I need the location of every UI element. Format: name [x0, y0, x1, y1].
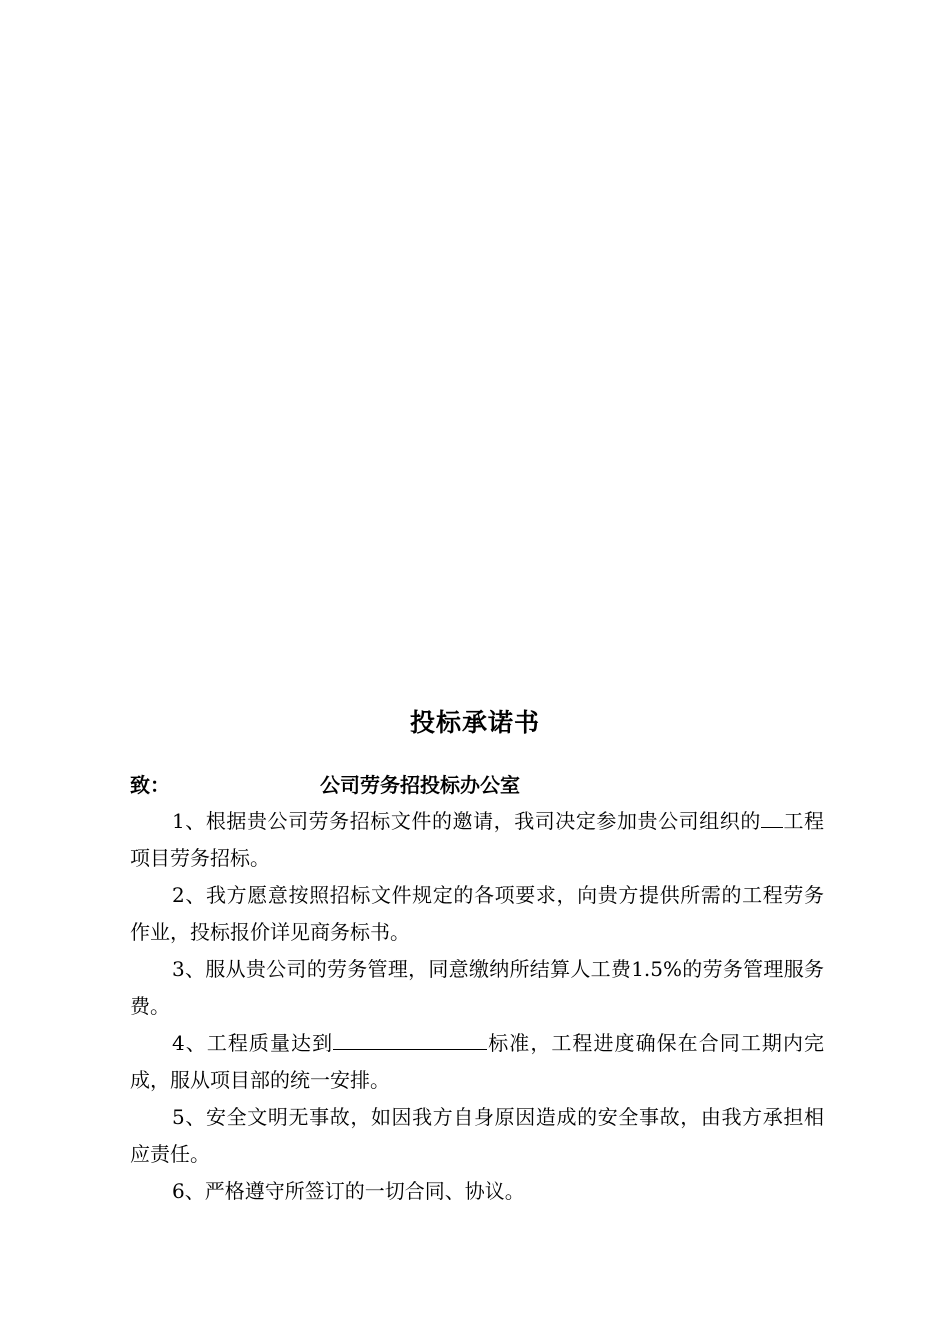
addressee-line — [130, 768, 830, 802]
document-title: 投标承诺书 — [409, 708, 540, 737]
commitment-item-6: 6、严格遵守所签订的一切合同、协议。 — [172, 1179, 525, 1203]
commitment-body — [130, 803, 824, 1210]
commitment-item-5: 5、安全文明无事故，如因我方自身原因造成的安全事故，由我方承担相应责任。 — [130, 1105, 824, 1166]
quality-standard-blank — [333, 1027, 487, 1050]
item-1-text-before: 1、根据贵公司劳务招标文件的邀请，我司决定参加贵公司组织的 — [172, 809, 761, 833]
commitment-item-4 — [130, 1025, 824, 1099]
commitment-item-1 — [130, 803, 824, 877]
addressee-office: 公司劳务招投标办公室 — [320, 773, 520, 797]
commitment-item-2: 2、我方愿意按照招标文件规定的各项要求，向贵方提供所需的工程劳务作业，投标报价详见商务标书。 — [130, 883, 824, 944]
project-name-blank — [761, 805, 783, 828]
item-4-text-before: 4、工程质量达到 — [172, 1031, 334, 1055]
item-4-text-after: 标准，工程进度确保在合同工期内完成，服从项目部的统一安排。 — [130, 1031, 824, 1092]
addressee-to-label: 致： — [130, 773, 170, 797]
item-1-text-after: 工程项目劳务招标。 — [130, 809, 825, 870]
commitment-item-3: 3、服从贵公司的劳务管理，同意缴纳所结算人工费1.5%的劳务管理服务费。 — [130, 957, 824, 1018]
